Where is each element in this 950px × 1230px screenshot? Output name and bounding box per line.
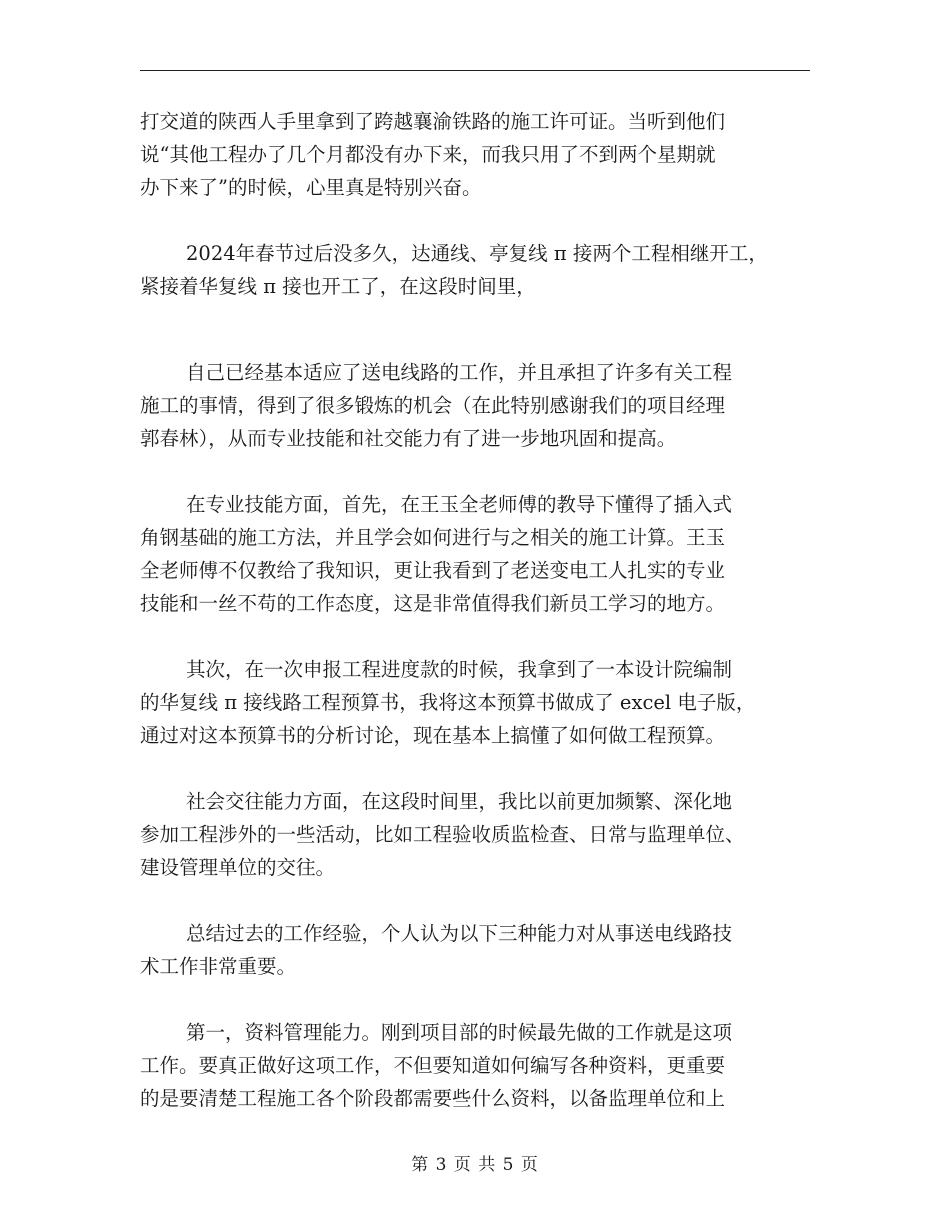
paragraph-line: 的华复线 π 接线路工程预算书，我将这本预算书做成了 excel 电子版，: [140, 691, 756, 714]
document-body: [140, 105, 820, 1148]
paragraph: [140, 1016, 820, 1115]
paragraph-line: 工作。要真正做好这项工作，不但要知道如何编写各种资料，更重要: [140, 1054, 726, 1077]
paragraph-line: 术工作非常重要。: [140, 955, 297, 978]
paragraph-line: 建设管理单位的交往。: [140, 856, 336, 879]
paragraph: [140, 653, 820, 752]
paragraph-line: 在专业技能方面，首先，在王玉全老师傅的教导下懂得了插入式: [186, 493, 733, 516]
header-rule: [140, 70, 810, 71]
paragraph: [140, 917, 820, 983]
paragraph-line: 其次，在一次申报工程进度款的时候，我拿到了一本设计院编制: [186, 658, 733, 681]
paragraph-line: 打交道的陕西人手里拿到了跨越襄渝铁路的施工许可证。当听到他们: [140, 110, 726, 133]
paragraph: [140, 237, 820, 303]
paragraph-line: 的是要清楚工程施工各个阶段都需要些什么资料，以备监理单位和上: [140, 1087, 726, 1110]
paragraph-line: 总结过去的工作经验，个人认为以下三种能力对从事送电线路技: [186, 922, 733, 945]
paragraph-line: 角钢基础的施工方法，并且学会如何进行与之相关的施工计算。王玉: [140, 526, 726, 549]
paragraph-line: 郭春林），从而专业技能和社交能力有了进一步地巩固和提高。: [140, 427, 677, 450]
paragraph-line: 办下来了”的时候，心里真是特别兴奋。: [140, 176, 482, 199]
paragraph-line: 说“其他工程办了几个月都没有办下来，而我只用了不到两个星期就: [140, 143, 716, 166]
page-footer: 第 3 页 共 5 页: [411, 1155, 539, 1175]
paragraph: [140, 356, 820, 455]
paragraph: [140, 488, 820, 620]
paragraph-line: 施工的事情，得到了很多锻炼的机会（在此特别感谢我们的项目经理: [140, 394, 726, 417]
paragraph: [140, 105, 820, 204]
paragraph-line: 紧接着华复线 π 接也开工了，在这段时间里，: [140, 275, 536, 298]
paragraph-line: 参加工程涉外的一些活动，比如工程验收质监检查、日常与监理单位、: [140, 823, 745, 846]
paragraph-line: 第一，资料管理能力。刚到项目部的时候最先做的工作就是这项: [186, 1021, 733, 1044]
paragraph-line: 全老师傅不仅教给了我知识，更让我看到了老送变电工人扎实的专业: [140, 559, 726, 582]
paragraph-line: 社会交往能力方面，在这段时间里，我比以前更加频繁、深化地: [186, 790, 733, 813]
paragraph-line: 自己已经基本适应了送电线路的工作，并且承担了许多有关工程: [186, 361, 733, 384]
paragraph-line: 技能和一丝不苟的工作态度，这是非常值得我们新员工学习的地方。: [140, 592, 726, 615]
paragraph-line: 2024年春节过后没多久，达通线、亭复线 π 接两个工程相继开工，: [186, 242, 768, 265]
paragraph: [140, 785, 820, 884]
paragraph-gap: [140, 336, 820, 356]
paragraph-line: 通过对这本预算书的分析讨论，现在基本上搞懂了如何做工程预算。: [140, 724, 726, 747]
